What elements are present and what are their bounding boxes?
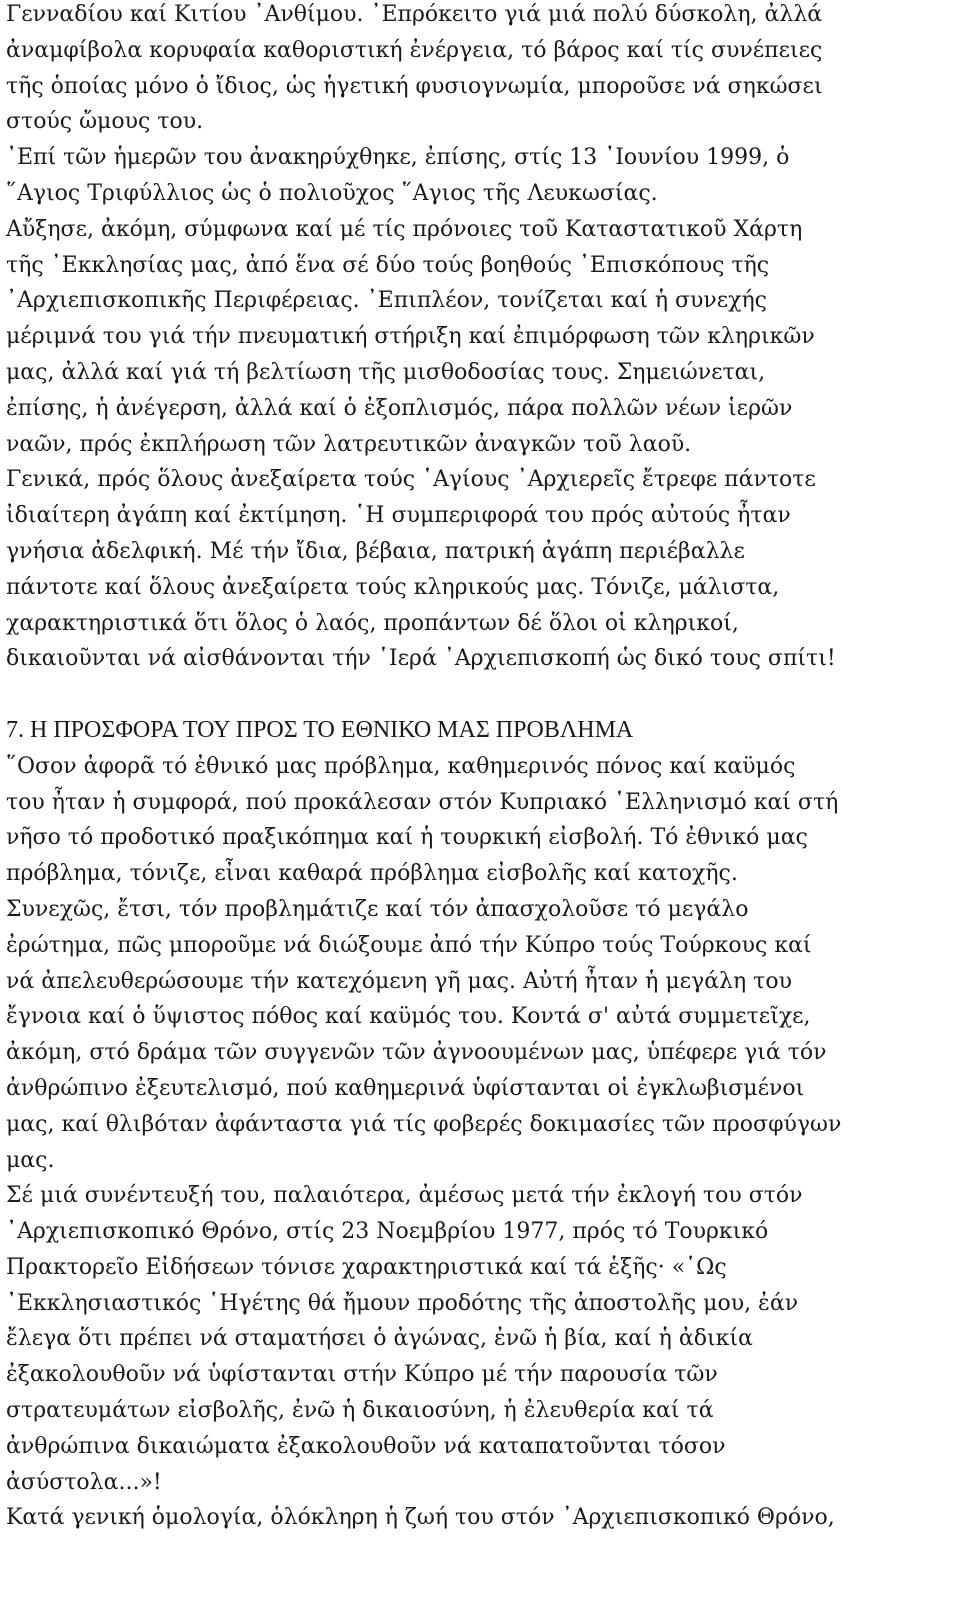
text-line: ᾿Εκκλησιαστικός ῾Ηγέτης θά ἤμουν προδότης τῆς ἀποστολῆς μου, ἐάν — [6, 1290, 799, 1316]
text-line: στούς ὤμους του. — [6, 109, 204, 135]
text-line: τῆς ᾿Εκκλησίας μας, ἀπό ἕνα σέ δύο τούς βοηθούς ᾿Επισκόπους τῆς — [6, 252, 770, 278]
text-line: ναῶν, πρός ἐκπλήρωση τῶν λατρευτικῶν ἀναγκῶν τοῦ λαοῦ. — [6, 431, 692, 457]
text-line: τῆς ὁποίας μόνο ὁ ἴδιος, ὡς ἡγετική φυσιογνωμία, μποροῦσε νά σηκώσει — [6, 73, 823, 99]
text-line: πρόβλημα, τόνιζε, εἶναι καθαρά πρόβλημα εἰσβολῆς καί κατοχῆς. — [6, 861, 738, 887]
text-line: ἀναμφίβολα κορυφαία καθοριστική ἐνέργεια, τό βάρος καί τίς συνέπειες — [6, 37, 823, 63]
text-line: δικαιοῦνται νά αἰσθάνονται τήν ῾Ιερά ᾿Αρχιεπισκοπή ὡς δικό τους σπίτι! — [6, 646, 836, 672]
text-line: μας. — [6, 1147, 55, 1173]
text-line: ἔγνοια καί ὁ ὕψιστος πόθος καί καϋμός του. Κοντά σ' αὐτά συμμετεῖχε, — [6, 1004, 811, 1030]
text-line: μέριμνά του γιά τήν πνευματική στήριξη καί ἐπιμόρφωση τῶν κληρικῶν — [6, 324, 815, 350]
text-line: του ἦταν ἡ συμφορά, πού προκάλεσαν στόν Κυπριακό ῾Ελληνισμό καί στή — [6, 789, 839, 815]
text-line: ἐπίσης, ἡ ἀνέγερση, ἀλλά καί ὁ ἐξοπλισμός, πάρα πολλῶν νέων ἱερῶν — [6, 395, 793, 421]
text-line: νά ἀπελευθερώσουμε τήν κατεχόμενη γῆ μας. Αὐτή ἦταν ἡ μεγάλη του — [6, 968, 792, 994]
text-line: ᾿Αρχιεπισκοπικῆς Περιφέρειας. ᾿Επιπλέον, τονίζεται καί ἡ συνεχής — [6, 288, 767, 314]
section-heading: 7. Η ΠΡΟΣΦΟΡΑ ΤΟΥ ΠΡΟΣ ΤΟ ΕΘΝΙΚΟ ΜΑΣ ΠΡΟΒΛΗΜΑ — [6, 716, 634, 743]
text-line: Γενικά, πρός ὅλους ἀνεξαίρετα τούς ῾Αγίους ᾿Αρχιερεῖς ἔτρεφε πάντοτε — [6, 467, 816, 493]
text-line: Αὔξησε, ἀκόμη, σύμφωνα καί μέ τίς πρόνοιες τοῦ Καταστατικοῦ Χάρτη — [6, 216, 803, 242]
document-page — [6, 0, 956, 1536]
text-line: ἐξακολουθοῦν νά ὑφίστανται στήν Κύπρο μέ τήν παρουσία τῶν — [6, 1362, 718, 1388]
text-line: Συνεχῶς, ἔτσι, τόν προβλημάτιζε καί τόν ἀπασχολοῦσε τό μεγάλο — [6, 896, 749, 922]
paragraphs-block-2 — [6, 749, 956, 1537]
text-line: ἐρώτημα, πῶς μποροῦμε νά διώξουμε ἀπό τήν Κύπρο τούς Τούρκους καί — [6, 932, 812, 958]
text-line: Σέ μιά συνέντευξή του, παλαιότερα, ἀμέσως μετά τήν ἐκλογή του στόν — [6, 1183, 803, 1209]
text-line: πάντοτε καί ὅλους ἀνεξαίρετα τούς κληρικούς μας. Τόνιζε, μάλιστα, — [6, 574, 780, 600]
text-line: γνήσια ἀδελφική. Μέ τήν ἴδια, βέβαια, πατρική ἀγάπη περιέβαλλε — [6, 538, 745, 564]
text-line: Κατά γενική ὁμολογία, ὁλόκληρη ἡ ζωή του στόν ᾿Αρχιεπισκοπικό Θρόνο, — [6, 1505, 835, 1531]
text-line: ῞Αγιος Τριφύλλιος ὡς ὁ πολιοῦχος ῞Αγιος τῆς Λευκωσίας. — [6, 180, 658, 206]
text-line: μας, καί θλιβόταν ἀφάνταστα γιά τίς φοβερές δοκιμασίες τῶν προσφύγων — [6, 1111, 842, 1137]
text-line: ἀνθρώπινο ἐξευτελισμό, πού καθημερινά ὑφίστανται οἱ ἐγκλωβισμένοι — [6, 1075, 805, 1101]
text-line: ᾿Αρχιεπισκοπικό Θρόνο, στίς 23 Νοεμβρίου 1977, πρός τό Τουρκικό — [6, 1219, 769, 1245]
blank-line — [6, 677, 956, 713]
text-line: ἰδιαίτερη ἀγάπη καί ἐκτίμηση. ῾Η συμπεριφορά του πρός αὐτούς ἦταν — [6, 503, 791, 529]
text-line: Γενναδίου καί Κιτίου ᾿Ανθίμου. ᾿Επρόκειτο γιά μιά πολύ δύσκολη, ἀλλά — [6, 2, 823, 27]
text-line: ῞Οσον ἀφορᾶ τό ἐθνικό μας πρόβλημα, καθημερινός πόνος καί καϋμός — [6, 753, 796, 779]
text-line: ἔλεγα ὅτι πρέπει νά σταματήσει ὁ ἀγώνας, ἐνῶ ἡ βία, καί ἡ ἀδικία — [6, 1326, 753, 1352]
text-line: ἀκόμη, στό δράμα τῶν συγγενῶν τῶν ἀγνοουμένων μας, ὑπέφερε γιά τόν — [6, 1040, 827, 1066]
text-line: μας, ἀλλά καί γιά τή βελτίωση τῆς μισθοδοσίας τους. Σημειώνεται, — [6, 359, 766, 385]
text-line: ἀνθρώπινα δικαιώματα ἐξακολουθοῦν νά καταπατοῦνται τόσον — [6, 1433, 726, 1459]
paragraphs-block-1 — [6, 0, 956, 677]
text-line: στρατευμάτων εἰσβολῆς, ἐνῶ ἡ δικαιοσύνη, ἡ ἐλευθερία καί τά — [6, 1398, 714, 1424]
text-line: Πρακτορεῖο Εἰδήσεων τόνισε χαρακτηριστικά καί τά ἑξῆς· «῾Ως — [6, 1254, 727, 1280]
text-line: νῆσο τό προδοτικό πραξικόπημα καί ἡ τουρκική εἰσβολή. Τό ἐθνικό μας — [6, 825, 808, 851]
text-line: χαρακτηριστικά ὅτι ὅλος ὁ λαός, προπάντων δέ ὅλοι οἱ κληρικοί, — [6, 610, 739, 636]
text-line: ᾿Επί τῶν ἡμερῶν του ἀνακηρύχθηκε, ἐπίσης, στίς 13 ᾿Ιουνίου 1999, ὁ — [6, 145, 790, 171]
text-line: ἀσύστολα...»! — [6, 1469, 162, 1495]
